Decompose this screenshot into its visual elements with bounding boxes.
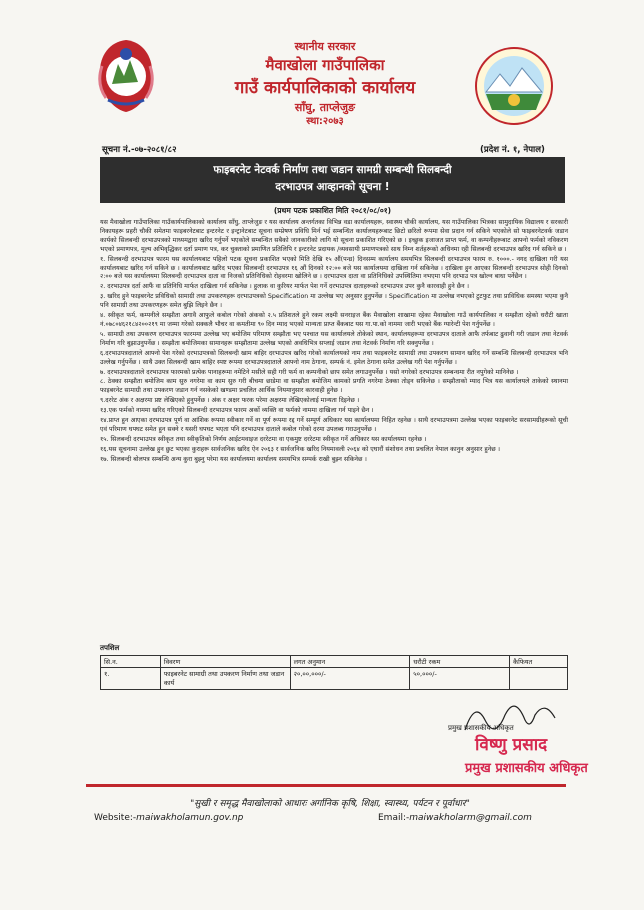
column-header: कैफियत [510, 656, 568, 668]
paragraph: ९.दररेट अंक र अक्षरमा प्रष्ट लेखिएको हुनुपर्नेछ । अंक र अक्षर फरक परेमा अक्षरमा लेखिएकोलाई मान्यता दिइनेछ । [100, 397, 360, 405]
signatory-title: प्रमुख प्रशासकीय अधिकृत [448, 724, 514, 732]
municipality-logo-icon [472, 44, 556, 128]
website-link[interactable]: maiwakholamun.gov.np [136, 813, 244, 823]
table-cell [510, 668, 568, 690]
paragraph: ५. सामाग्री तथा उपकरण दरभाउपत्र फारममा उल्लेख भए बमोजिम परिमाण सम्झौता भए पश्चात यस कार्यालयले तोकेको स्थान, कार्यालयहरूमा दरभाउपत्र दाताले आफै तर्फबाट ढुवानी गरी जडान तथा नेटवर्क निर्माण गरि बुझाउनुपर्नेछ । सम्झौता बमोजिमका सामानहरू सम्झौतामा उल्लेख भएको अवधिभित्र सप्लाई जडान तथा नेटवर्क निर्माण गरि सक्नुपर्नेछ । [100, 330, 568, 347]
footer-divider [86, 784, 566, 787]
footer-email [378, 813, 532, 823]
notice-body [100, 219, 568, 466]
column-header: सि.न. [101, 656, 161, 668]
table-cell: फाइबरनेट सामाग्री तथा उपकरण निर्माण तथा जडान कार्य [160, 668, 290, 690]
reference-number: सूचना नं.-०७-२०८१/८२ [102, 145, 177, 155]
paragraph: १७. सिलबन्दी बोलपत्र सम्बन्धि अन्य कुरा बुझ्नु परेमा यस कार्यालयमा कार्यालय समयभित्र सम्पर्क राखी बुझ्न सकिनेछ । [100, 455, 367, 463]
paragraph: १४.प्राप्त हुन आएका दरभाउपत्र पूर्ण वा आंशिक रूपमा स्वीकार गर्ने वा पूर्ण रूपमा रद्द गर्ने सम्पूर्ण अधिकार यस कार्यालयमा निहित रहनेछ । साथै दरभाउपत्रमा उल्लेख भएका फाइबरनेट सरसामग्रीहरूको सूची एवं परिमाण घपघट समेत हुन सक्ने र यसरी घपघट भएता पनि दरभाउपत्र दाताले कबोल गरेको दरमा उपलब्ध गराउनुपर्नेछ । [100, 417, 568, 433]
stamp-title: प्रमुख प्रशासकीय अधिकृत [465, 761, 588, 776]
column-header: धरौटी रकम [410, 656, 510, 668]
nepal-emblem-icon [88, 36, 164, 116]
office-header [180, 40, 470, 129]
column-header: लगत अनुमान [290, 656, 410, 668]
notice-title-band [100, 157, 565, 203]
header-line-municipality: मैवाखोला गाउँपालिका [265, 56, 385, 74]
paragraph: १३.एक फर्मको नाममा खरिद गरिएको सिलबन्दी दरभाउपत्र फारम अर्को व्यक्ति वा फर्मको नाममा दाखिला गर्न पाइने छैन । [100, 407, 374, 415]
province-label: (प्रदेश नं. १, नेपाल) [480, 145, 545, 155]
website-label: Website:- [94, 813, 137, 823]
footer-website [94, 813, 243, 823]
notice-title-line-2: दरभाउपत्र आव्हानको सूचना ! [275, 181, 390, 193]
column-header: विवरण [160, 656, 290, 668]
paragraph: १५. सिलबन्दी दरभाउपत्र स्वीकृत तथा स्वीकृतिको निर्णय आईटमवाइज दररेटमा वा एकमुष्ट दररेटमा स्वीकृत गर्ने अधिकार यस कार्यालयमा रहनेछ । [100, 435, 427, 443]
header-line-government: स्थानीय सरकार [294, 40, 356, 53]
stamp-name: विष्णु प्रसाद [475, 735, 548, 755]
paragraph-intro: यस मैवाखोला गाउँपालिका गाउँकार्यपालिकाको कार्यालय साँघु, ताप्लेजुङ र यस कार्यालय अन्तर्गतका विभिन्न वडा कार्यालयहरू, स्वास्थ्य चौकी कार्यालय, यस गाउँपालिका भित्रका सामुदायिक विद्यालय र सरकारी निकायहरू प्रहरी चौकी समेतमा फाइबरनेटबाट इन्टरनेट र इन्ट्रानेटबाट सूचना सम्प्रेषण प्रविधि मिर्न भई सम्बन्धित कार्यालयहरूबाट छिटो छरितो रूपमा सेवा प्रदान गर्न सकिने भएकोले सो फाइबरनेटवर्क जडान कार्यको सिलबन्दी दरभाउपत्रको माध्यमद्वारा खरिद गर्नुपर्ने भएकोले सम्बन्धित सबैको जानकारीको लागि यो सूचना प्रकाशित गरिएको छ । इच्छुक इजाजत प्राप्त फर्म, वा कम्पनीहरूबाट आफ्नो फर्मको नविकरण भएको प्रमाणपत्र, मूल्य अभिवृद्धिकर दर्ता प्रमाण पत्र, कर चुक्ताको प्रमाणित प्रतिलिपि र इन्टरनेट प्रदायक /व्यवसायी प्रमाणपत्रको साथ निम्न शर्तहरूको अधिनमा रही सिलबन्दी दरभाउपत्र खरिद गर्न सकिने छ । [100, 219, 568, 253]
email-link[interactable]: maiwakholarm@gmail.com [409, 813, 532, 823]
paragraph: १६.यस सूचनामा उल्लेख हुन छुट भएका कुराहरू सार्वजनिक खरिद ऐन २०६३ र सार्वजनिक खरिद नियमावली २०६४ को एघारौं संशोधन तथा प्रचलित नेपाल कानुन अनुसार हुनेछ । [100, 445, 501, 453]
paragraph: १. सिलबन्दी दरभाउपत्र फारम यस कार्यालयबाट पहिलो पटक सूचना प्रकाशित भएको मिति देखि १५ औं(पन्ध्र) दिनसम्म कार्यालय समयभित्र सिलबन्दी दरभाउपत्र फारम रु. १०००.- नगद दाखिला गरी यस कार्यालयबाट खरिद गर्न सकिने छ । कार्यालयबाट खरिद भएका सिलबन्दी दरभाउपत्र १६ औं दिनको १२:०० बजे यस कार्यालयमा दाखिला गर्न सकिनेछ । दाखिला हुन आएका सिलबन्दी दरभाउपत्र सोही दिनको २:०० बजे यस कार्यालयमा सिलबन्दी दरभाउपत्र दाता वा निजको प्रतिनिधिको रोहवरमा खोलिने छ । दरभाउपत्र दाता वा प्रतिनिधिको उपस्थितिमा नभएमा पनि दरभाउ पत्र खोल्न बाधा पर्नेछैन । [100, 255, 568, 281]
header-line-address: साँघु, ताप्लेजुङ [294, 101, 356, 114]
header-line-office: गाउँ कार्यपालिकाको कार्यालय [234, 78, 416, 98]
table-cell: ५०,०००/- [410, 668, 510, 690]
published-date: (प्रथम पटक प्रकाशित मिति २०८१/०८/०१) [273, 206, 392, 215]
table-cell: १. [101, 668, 161, 690]
paragraph: ८. ठेक्का सम्झौता बमोजिम काम सुरु नगरेमा वा काम सुरु गरी बीचमा छाडेमा वा सम्झौता बमोजिम कामको प्रगति नगरेमा ठेक्का तोड्न सकिनेछ । सम्झौताको म्याद भित्र यस कार्यालयले ताकेको स्थानमा फाइबरनेट सामाग्री तथा उपकरण जडान गर्न नसकेको खण्डमा प्रचलित आर्थिक नियमानुसार कारवाही हुनेछ । [100, 378, 568, 395]
email-label: Email:- [378, 813, 410, 823]
table-row [101, 668, 568, 690]
notice-title-line-1: फाइबरनेट नेटवर्क निर्माण तथा जडान सामग्री सम्बन्धी सिलबन्दी [213, 164, 452, 176]
paragraph: ७. दरभाउपत्रदाताले दरभाउपत्र फारमको प्रत्येक पानाहरूमा नमेटिने मसीले सही गरी फर्म वा कम्पनीको छाप समेत लगाउनुपर्नेछ । यसो नगरेको दरभाउपत्र सम्बन्धमा रीत नपुगेको मानिनेछ । [100, 368, 519, 376]
table-cell: २०,००,०००/- [290, 668, 410, 690]
paragraph: ६.दरभाउपत्रदाताले आफ्नो पेश गरेको दरभाउपत्रको सिलबन्दी खाम बाहिर दरभाउपत्र खरिद गरेको कार्यालयको नाम तथा फाइबरनेट सामाग्री तथा उपकरण सामान खरिद गर्ने सम्बन्धि सिलबन्दी दरभाउपत्र भनि उल्लेख गर्नुपर्नेछ । साथै उक्त सिलबन्दी खाम बाहिर स्पष्ट रूपमा दरभाउपत्रदाताले आफ्नो नाम ठेगाना, सम्पर्क नं. इमेल ठेगाना समेत उल्लेख गरी पेश गर्नुपर्नेछ । [100, 349, 568, 366]
header-line-established: स्था:२०७३ [306, 116, 344, 127]
paragraph: २. दरभाउपत्र दर्ता आफैं वा प्रतिनिधि मार्फत दाखिला गर्न सकिनेछ । हुलाक वा कुरियर मार्फत पेश गर्ने दरभाउपत्र दाताहरूको दरभाउपत्र उपर कुनै कारवाही हुने छैन । [100, 283, 470, 291]
footer-slogan: "सुखी र समृद्ध मैवाखोलाको आधारः अर्गानिक कृषि, शिक्षा, स्वास्थ्य, पर्यटन र पूर्वाधार" [190, 799, 470, 809]
schedule-label: तपशिल [100, 644, 120, 652]
table-header-row [101, 656, 568, 668]
paragraph: ४. स्वीकृत फर्म, कम्पनीले सम्झौता अगावै आफुले कबोल गरेको अंकको २.५ प्रतिशतले हुने रकम लक्ष्मी सनराइज बैंक मैवाखोला शाखामा रहेका मैवाखोला गाउँ कार्यपालिका न सम्झौता रहेको धरौटी खाता नं.०७८०४६२१८४२००२१९ मा जम्मा गरेको सक्कलै भौचर वा कमतीमा ९० दिन म्याद भएको मान्यता प्राप्त बैंकबाट यस गा.पा.को नाममा जारी भएको बैंक ग्यारेन्टी पेश गर्नुपर्नेछ । [100, 312, 568, 328]
schedule-table [100, 655, 568, 690]
paragraph: ३. खरिद हुने फाइबरनेट प्रविधिको सामाग्री तथा उपकरणहरू दरभाउपत्रको Specification मा उल्लेख भए अनुसार हुनुपर्नेछ । Specification मा उल्लेख नभएको टुटफुट तथा प्राविधिक समस्या भएमा कुनै पनि सामाग्री तथा उपकरणहरू समेत बुझि लिइने छैन । [100, 293, 568, 310]
